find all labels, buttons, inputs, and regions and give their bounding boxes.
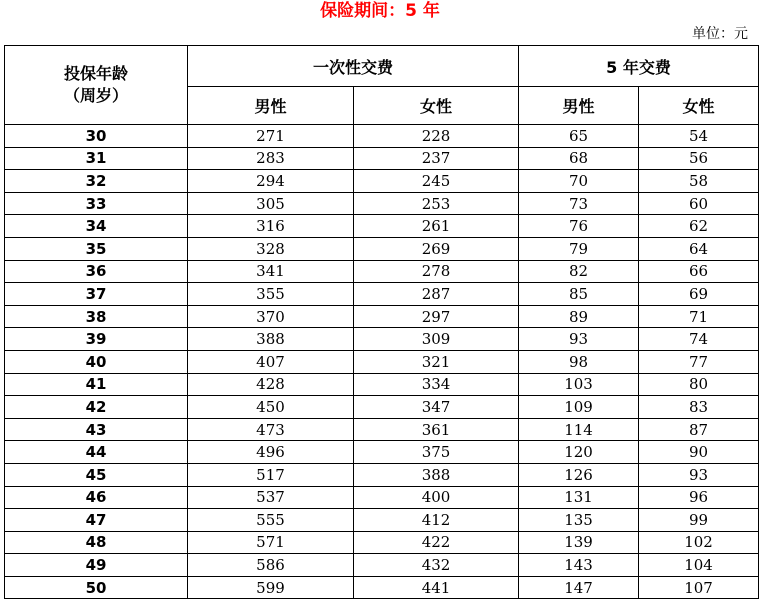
- five-male-cell: 98: [519, 350, 639, 373]
- five-female-cell: 66: [639, 260, 759, 283]
- five-female-cell: 54: [639, 125, 759, 148]
- five-female-cell: 93: [639, 463, 759, 486]
- single-female-cell: 412: [354, 509, 519, 532]
- five-male-cell: 65: [519, 125, 639, 148]
- single-male-cell: 388: [188, 328, 354, 351]
- age-cell: 33: [5, 192, 188, 215]
- five-male-cell: 103: [519, 373, 639, 396]
- single-male-cell: 305: [188, 192, 354, 215]
- five-male-cell: 126: [519, 463, 639, 486]
- five-female-cell: 56: [639, 147, 759, 170]
- single-female-cell: 321: [354, 350, 519, 373]
- age-cell: 47: [5, 509, 188, 532]
- single-male-cell: 355: [188, 283, 354, 306]
- single-female-cell: 375: [354, 441, 519, 464]
- age-header-line2: （周岁）: [63, 86, 128, 105]
- single-female-cell: 309: [354, 328, 519, 351]
- age-cell: 30: [5, 125, 188, 148]
- five-male-cell: 79: [519, 237, 639, 260]
- table-row: [5, 509, 759, 532]
- five-female-cell: 80: [639, 373, 759, 396]
- single-female-cell: 432: [354, 554, 519, 577]
- table-row: [5, 441, 759, 464]
- single-payment-header: 一次性交费: [188, 46, 519, 87]
- single-female-cell: 269: [354, 237, 519, 260]
- single-female-cell: 388: [354, 463, 519, 486]
- unit-label: 单位：元: [692, 26, 748, 42]
- five-male-cell: 114: [519, 418, 639, 441]
- five-female-header: 女性: [639, 87, 759, 125]
- premium-table: [4, 45, 759, 599]
- five-male-cell: 120: [519, 441, 639, 464]
- five-female-cell: 71: [639, 305, 759, 328]
- age-cell: 46: [5, 486, 188, 509]
- single-female-cell: 245: [354, 170, 519, 193]
- five-female-cell: 102: [639, 531, 759, 554]
- table-row: [5, 170, 759, 193]
- single-female-cell: 261: [354, 215, 519, 238]
- five-female-cell: 58: [639, 170, 759, 193]
- age-cell: 48: [5, 531, 188, 554]
- five-male-cell: 143: [519, 554, 639, 577]
- age-column-header: [5, 46, 188, 125]
- age-cell: 32: [5, 170, 188, 193]
- table-row: [5, 373, 759, 396]
- single-female-cell: 347: [354, 396, 519, 419]
- age-cell: 40: [5, 350, 188, 373]
- table-row: [5, 215, 759, 238]
- single-female-cell: 441: [354, 576, 519, 599]
- five-female-cell: 96: [639, 486, 759, 509]
- five-female-cell: 90: [639, 441, 759, 464]
- single-male-cell: 599: [188, 576, 354, 599]
- five-male-cell: 131: [519, 486, 639, 509]
- age-cell: 50: [5, 576, 188, 599]
- table-row: [5, 192, 759, 215]
- table-row: [5, 350, 759, 373]
- five-female-cell: 104: [639, 554, 759, 577]
- single-female-cell: 237: [354, 147, 519, 170]
- single-male-cell: 294: [188, 170, 354, 193]
- age-cell: 43: [5, 418, 188, 441]
- single-male-cell: 473: [188, 418, 354, 441]
- five-female-cell: 74: [639, 328, 759, 351]
- single-female-cell: 253: [354, 192, 519, 215]
- age-cell: 38: [5, 305, 188, 328]
- age-cell: 35: [5, 237, 188, 260]
- single-female-cell: 334: [354, 373, 519, 396]
- single-female-cell: 400: [354, 486, 519, 509]
- age-cell: 44: [5, 441, 188, 464]
- table-row: [5, 125, 759, 148]
- age-cell: 39: [5, 328, 188, 351]
- single-male-cell: 341: [188, 260, 354, 283]
- single-male-cell: 328: [188, 237, 354, 260]
- header-row-groups: [5, 46, 759, 87]
- five-male-cell: 85: [519, 283, 639, 306]
- five-male-cell: 139: [519, 531, 639, 554]
- single-male-cell: 428: [188, 373, 354, 396]
- age-cell: 37: [5, 283, 188, 306]
- five-female-cell: 87: [639, 418, 759, 441]
- single-male-cell: 450: [188, 396, 354, 419]
- single-female-cell: 287: [354, 283, 519, 306]
- age-cell: 42: [5, 396, 188, 419]
- single-male-cell: 407: [188, 350, 354, 373]
- single-male-cell: 316: [188, 215, 354, 238]
- five-male-cell: 68: [519, 147, 639, 170]
- table-row: [5, 554, 759, 577]
- age-cell: 34: [5, 215, 188, 238]
- table-row: [5, 396, 759, 419]
- single-female-cell: 278: [354, 260, 519, 283]
- single-male-header: 男性: [188, 87, 354, 125]
- single-female-cell: 297: [354, 305, 519, 328]
- table-row: [5, 147, 759, 170]
- table-row: [5, 418, 759, 441]
- single-female-cell: 361: [354, 418, 519, 441]
- single-male-cell: 571: [188, 531, 354, 554]
- table-row: [5, 463, 759, 486]
- table-row: [5, 305, 759, 328]
- single-female-header: 女性: [354, 87, 519, 125]
- age-cell: 45: [5, 463, 188, 486]
- single-female-cell: 228: [354, 125, 519, 148]
- single-male-cell: 496: [188, 441, 354, 464]
- five-female-cell: 83: [639, 396, 759, 419]
- table-row: [5, 576, 759, 599]
- five-male-cell: 93: [519, 328, 639, 351]
- table-row: [5, 328, 759, 351]
- five-male-cell: 76: [519, 215, 639, 238]
- five-female-cell: 77: [639, 350, 759, 373]
- single-male-cell: 283: [188, 147, 354, 170]
- age-header-line1: 投保年龄: [63, 64, 128, 83]
- single-male-cell: 537: [188, 486, 354, 509]
- five-male-cell: 82: [519, 260, 639, 283]
- single-male-cell: 517: [188, 463, 354, 486]
- five-female-cell: 107: [639, 576, 759, 599]
- single-male-cell: 586: [188, 554, 354, 577]
- five-year-payment-header: 5 年交费: [519, 46, 759, 87]
- page-title: 保险期间：5 年: [320, 1, 440, 21]
- five-male-cell: 73: [519, 192, 639, 215]
- five-male-cell: 135: [519, 509, 639, 532]
- five-male-cell: 109: [519, 396, 639, 419]
- five-male-header: 男性: [519, 87, 639, 125]
- five-female-cell: 69: [639, 283, 759, 306]
- five-male-cell: 147: [519, 576, 639, 599]
- single-male-cell: 370: [188, 305, 354, 328]
- age-cell: 31: [5, 147, 188, 170]
- five-male-cell: 70: [519, 170, 639, 193]
- single-male-cell: 271: [188, 125, 354, 148]
- five-female-cell: 99: [639, 509, 759, 532]
- age-cell: 49: [5, 554, 188, 577]
- five-female-cell: 62: [639, 215, 759, 238]
- table-row: [5, 283, 759, 306]
- single-male-cell: 555: [188, 509, 354, 532]
- table-row: [5, 531, 759, 554]
- single-female-cell: 422: [354, 531, 519, 554]
- five-female-cell: 64: [639, 237, 759, 260]
- table-row: [5, 486, 759, 509]
- table-body: [5, 125, 759, 599]
- table-row: [5, 237, 759, 260]
- age-cell: 36: [5, 260, 188, 283]
- age-cell: 41: [5, 373, 188, 396]
- five-female-cell: 60: [639, 192, 759, 215]
- five-male-cell: 89: [519, 305, 639, 328]
- table-row: [5, 260, 759, 283]
- table-header: [5, 46, 759, 125]
